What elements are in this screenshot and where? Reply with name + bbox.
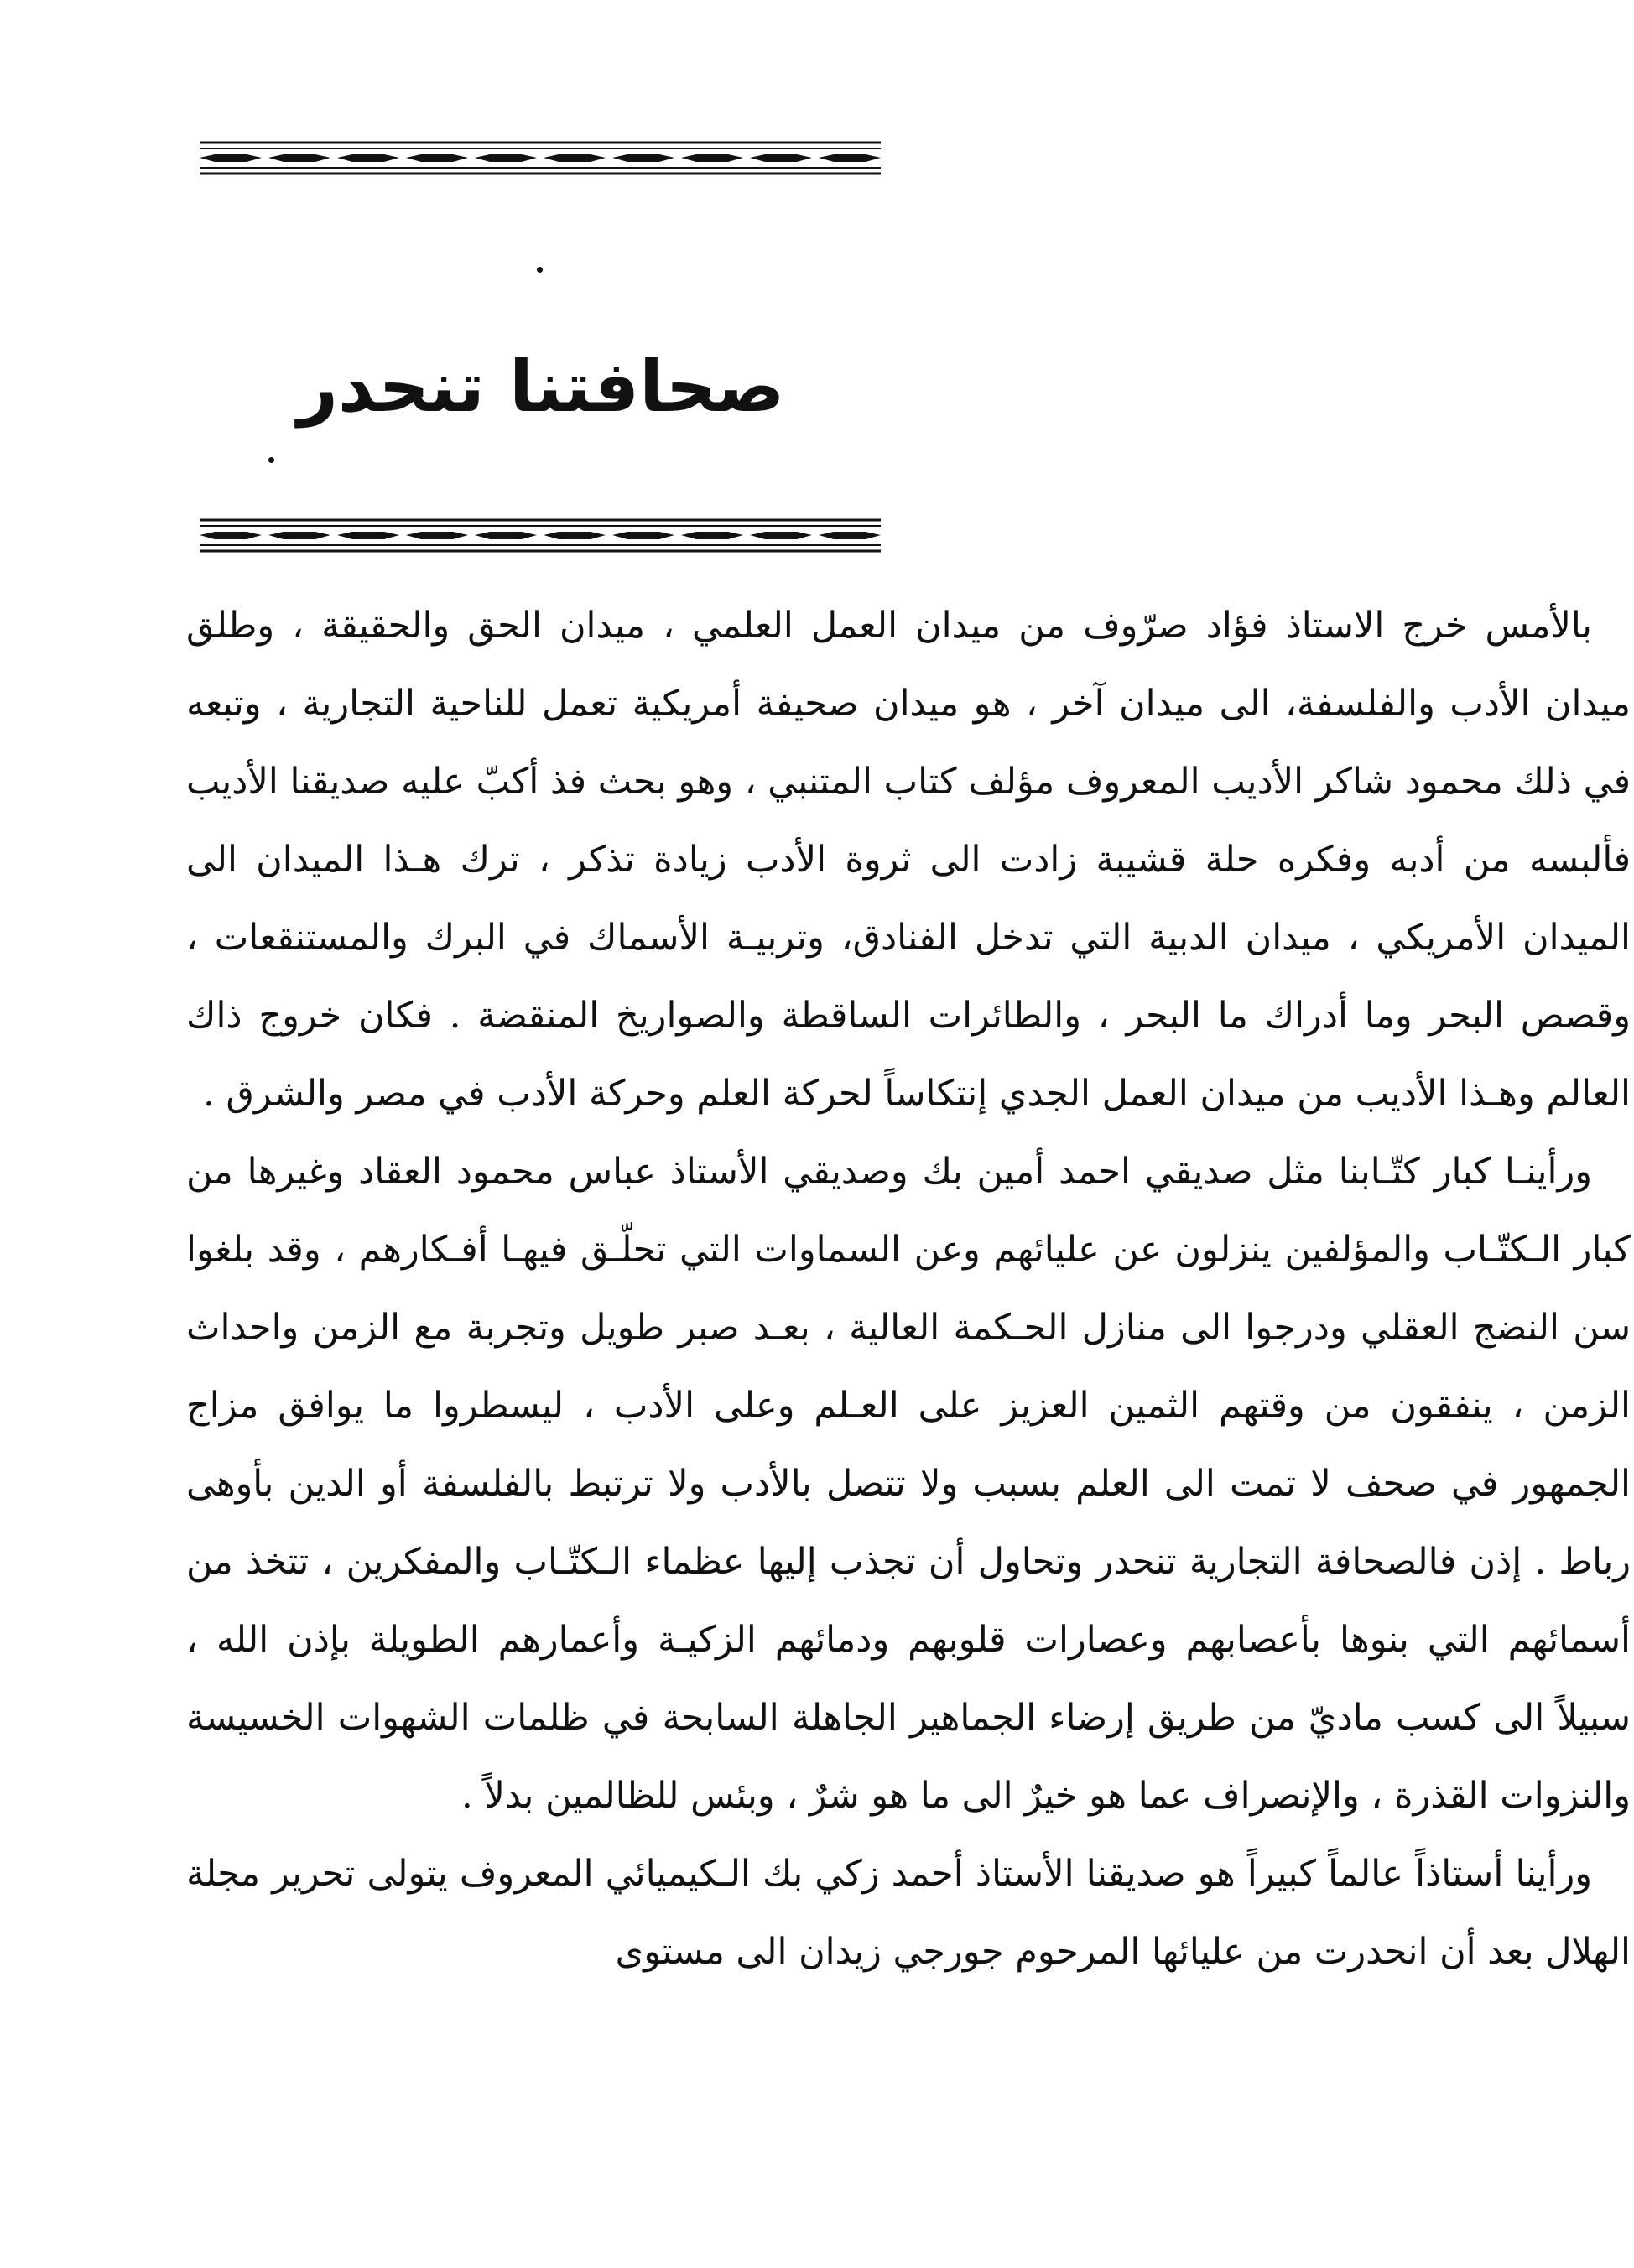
article-paragraph: ورأينـا كبار كتّـابنا مثل صديقي احمد أمين بك وصديقي الأستاذ عباس محمود العقاد وغيرها من كبار الـكتّـاب والمؤلفين ينزلون عن عليائهم وعن السماوات التي تحلّـق فيهـا أفـكارهم ، وقد بلغوا سن النضج العقلي ودرجوا الى منازل الحـكمة العالية ، بعـد صبر طويل وتجربة مع الزمن واحداث الزمن ، ينفقون من وقتهم الثمين العزيز على العـلم وعلى الأدب ، ليسطروا ما يوافق مزاج الجمهور في صحف لا تمت الى العلم بسبب ولا تتصل بالأدب ولا ترتبط بالفلسفة أو الدين بأوهى رباط . إذن فالصحافة التجارية تنحدر وتحاول أن تجذب إليها عظماء الـكتّـاب والمفكرين ، تتخذ من أسمائهم التي بنوها بأعصابهم وعصارات قلوبهم ودمائهم الزكيـة وأعمارهم الطويلة بإذن الله ، سبيلاً الى كسب ماديّ من طريق إرضاء الجماهير الجاهلة السابحة في ظلمات الشهوات الخسيسة والنزوات القذرة ، والإنصراف عما هو خيرٌ الى ما هو شرٌ ، وبئس للظالمين بدلاً . [186, 1151, 1631, 1817]
ornament-dot [268, 457, 274, 463]
article-title: صحافتنا تنحدر [297, 346, 785, 429]
article-paragraph: ورأينا أستاذاً عالماً كبيراً هو صديقنا الأستاذ أحمد زكي بك الـكيميائي المعروف يتولى تحرير مجلة الهلال بعد أن انحدرت من عليائها المرحوم جورجي زيدان الى مستوى [186, 1853, 1631, 1973]
article-paragraph: بالأمس خرج الاستاذ فؤاد صرّوف من ميدان العمل العلمي ، ميدان الحق والحقيقة ، وطلق ميدان الأدب والفلسفة، الى ميدان آخر ، هو ميدان صحيفة أمريكية تعمل للناحية التجارية ، وتبعه في ذلك محمود شاكر الأديب المعروف مؤلف كتاب المتنبي ، وهو بحث فذ أكبّ عليه صديقنا الأديب فألبسه من أدبه وفكره حلة قشيبة زادت الى ثروة الأدب زيادة تذكر ، ترك هـذا الميدان الى الميدان الأمريكي ، ميدان الدبية التي تدخل الفنادق، وتربيـة الأسماك في البرك والمستنقعات ، وقصص البحر وما أدراك ما البحر ، والطائرات الساقطة والصواريخ المنقضة . فكان خروج ذاك العالم وهـذا الأديب من ميدان العمل الجدي إنتكاساً لحركة العلم وحركة الأدب في مصر والشرق . [186, 605, 1631, 1115]
top-ornamental-divider [200, 141, 881, 176]
ornament-dot [537, 267, 543, 273]
ornamental-rule-graphic [200, 141, 881, 176]
article-body [186, 587, 1631, 1991]
ornamental-rule-graphic [200, 518, 881, 554]
title-bottom-divider [200, 518, 881, 554]
